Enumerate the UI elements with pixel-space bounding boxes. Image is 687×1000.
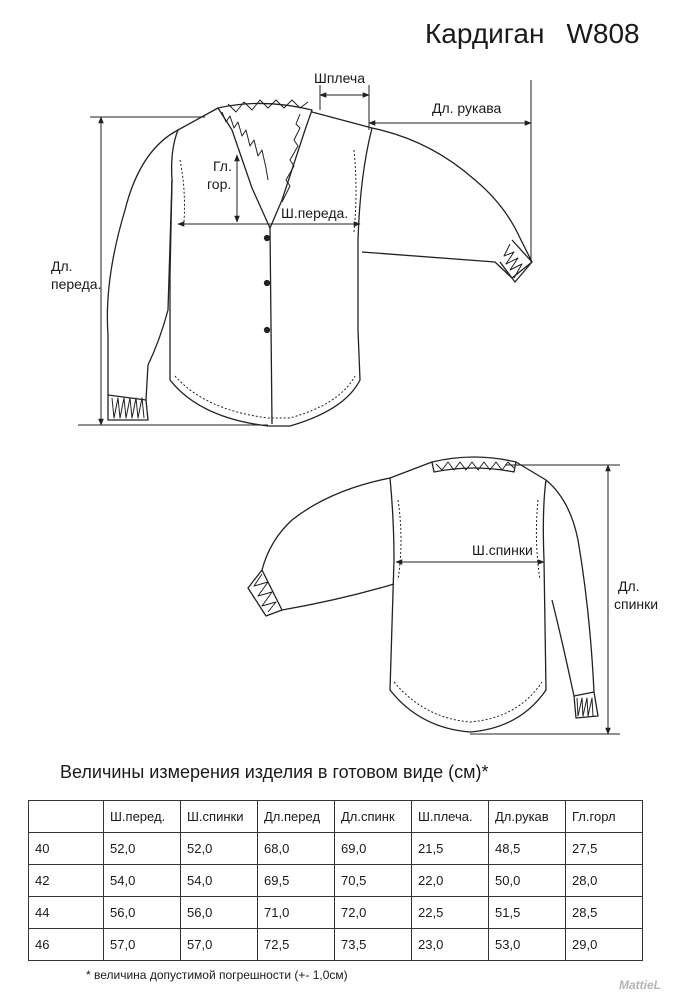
- table-cell: 21,5: [412, 833, 489, 865]
- header-cell: Ш.спинки: [181, 801, 258, 833]
- table-cell: 57,0: [104, 929, 181, 961]
- front-length-label-2: переда.: [51, 276, 102, 292]
- table-cell: 27,5: [566, 833, 643, 865]
- table-cell: 73,5: [335, 929, 412, 961]
- table-cell: 28,5: [566, 897, 643, 929]
- front-placket: [270, 228, 272, 424]
- header-cell: [29, 801, 104, 833]
- table-caption: Величины измерения изделия в готовом виде (см)*: [60, 762, 489, 782]
- table-row: [29, 833, 643, 865]
- back-body-outline: [390, 462, 546, 732]
- back-armhole-left: [398, 500, 401, 580]
- table-cell: 40: [29, 833, 104, 865]
- footnote: * величина допустимой погрешности (+- 1,0см): [86, 968, 348, 982]
- table-header-row: [29, 801, 643, 833]
- table-cell: 54,0: [181, 865, 258, 897]
- header-cell: Ш.перед.: [104, 801, 181, 833]
- table-cell: 54,0: [104, 865, 181, 897]
- front-hem-stitch: [175, 376, 355, 418]
- shoulder-label: Шплеча: [314, 70, 365, 86]
- table-cell: 72,0: [335, 897, 412, 929]
- button-3: [265, 328, 270, 333]
- table-cell: 22,0: [412, 865, 489, 897]
- back-armhole-right: [536, 500, 540, 580]
- back-length-label-1: Дл.: [618, 578, 640, 594]
- table-cell: 22,5: [412, 897, 489, 929]
- back-right-sleeve: [546, 480, 594, 696]
- front-armhole-left: [180, 160, 185, 222]
- table-row: [29, 929, 643, 961]
- table-cell: 69,5: [258, 865, 335, 897]
- header-cell: Дл.спинк: [335, 801, 412, 833]
- table-cell: 52,0: [181, 833, 258, 865]
- front-width-label: Ш.переда.: [281, 205, 349, 221]
- table-cell: 56,0: [181, 897, 258, 929]
- table-cell: 29,0: [566, 929, 643, 961]
- table-cell: 70,5: [335, 865, 412, 897]
- button-2: [265, 281, 270, 286]
- front-armhole-right: [354, 150, 356, 232]
- model-code: W808: [566, 18, 640, 49]
- neck-depth-label-1: Гл.: [213, 158, 232, 174]
- table-cell: 57,0: [181, 929, 258, 961]
- table-cell: 51,5: [489, 897, 566, 929]
- front-view-sketch: [107, 100, 532, 426]
- table-cell: 42: [29, 865, 104, 897]
- table-cell: 69,0: [335, 833, 412, 865]
- page-title: [425, 18, 640, 50]
- table-row: [29, 897, 643, 929]
- table-cell: 71,0: [258, 897, 335, 929]
- table-cell: 44: [29, 897, 104, 929]
- garment-name: Кардиган: [425, 18, 545, 49]
- back-left-cuff-rib: [254, 574, 276, 612]
- header-cell: Дл.рукав: [489, 801, 566, 833]
- table-row: [29, 865, 643, 897]
- table-cell: 46: [29, 929, 104, 961]
- button-1: [265, 236, 270, 241]
- back-collar-rib: [436, 462, 514, 470]
- back-length-label-2: спинки: [614, 596, 659, 612]
- technical-sketch: [0, 60, 687, 740]
- table-cell: 53,0: [489, 929, 566, 961]
- front-length-label-1: Дл.: [51, 258, 73, 274]
- table-cell: 72,5: [258, 929, 335, 961]
- front-left-cuff-rib: [112, 398, 144, 418]
- table-cell: 56,0: [104, 897, 181, 929]
- table-cell: 28,0: [566, 865, 643, 897]
- collar-rib-top: [228, 100, 308, 112]
- brand-logo: MattieL: [619, 978, 661, 992]
- neck-depth-label-2: гор.: [207, 176, 232, 192]
- table-cell: 68,0: [258, 833, 335, 865]
- header-cell: Ш.плеча.: [412, 801, 489, 833]
- sleeve-length-label: Дл. рукава: [432, 100, 502, 116]
- back-width-label: Ш.спинки: [472, 542, 533, 558]
- front-left-sleeve: [107, 130, 178, 400]
- table-cell: 48,5: [489, 833, 566, 865]
- table-cell: 50,0: [489, 865, 566, 897]
- back-right-cuff-rib: [577, 698, 593, 716]
- table-cell: 23,0: [412, 929, 489, 961]
- header-cell: Гл.горл: [566, 801, 643, 833]
- size-table: [28, 800, 643, 961]
- back-view-sketch: [248, 457, 598, 732]
- collar-rib-right: [282, 114, 300, 202]
- table-cell: 52,0: [104, 833, 181, 865]
- header-cell: Дл.перед: [258, 801, 335, 833]
- back-left-sleeve: [262, 478, 394, 610]
